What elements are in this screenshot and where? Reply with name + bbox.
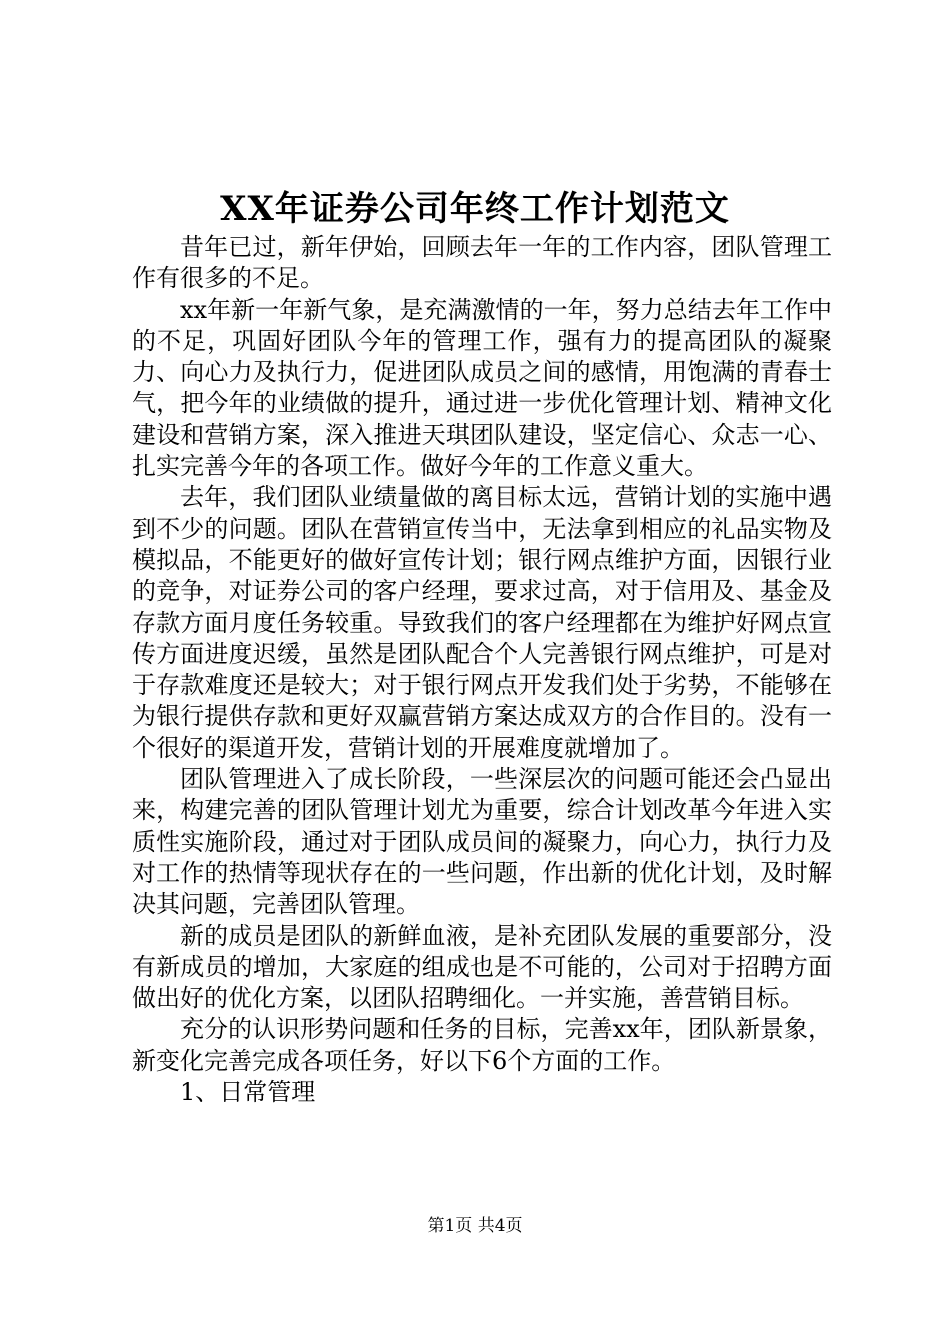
paragraph-5: 新的成员是团队的新鲜血液，是补充团队发展的重要部分，没有新成员的增加，大家庭的组成也是不可能的，公司对于招聘方面做出好的优化方案，以团队招聘细化。一并实施，善营销目标。 (132, 921, 832, 1013)
document-title: XX年证券公司年终工作计划范文 (220, 189, 730, 229)
page-number-footer: 第1页 共4页 (427, 1216, 523, 1236)
section-heading-daily-management: 1、日常管理 (180, 1078, 316, 1107)
paragraph-6: 充分的认识形势问题和任务的目标，完善xx年，团队新景象，新变化完善完成各项任务，好以下6个方面的工作。 (132, 1015, 832, 1075)
paragraph-2: xx年新一年新气象，是充满激情的一年，努力总结去年工作中的不足，巩固好团队今年的管理工作，强有力的提高团队的凝聚力、向心力及执行力，促进团队成员之间的感情，用饱满的青春士气，把今年的业绩做的提升，通过进一步优化管理计划、精神文化建设和营销方案，深入推进天琪团队建设，坚定信心、众志一心、扎实完善今年的各项工作。做好今年的工作意义重大。 (132, 295, 832, 481)
paragraph-1: 昔年已过，新年伊始，回顾去年一年的工作内容，团队管理工作有很多的不足。 (132, 233, 832, 293)
paragraph-4: 团队管理进入了成长阶段，一些深层次的问题可能还会凸显出来，构建完善的团队管理计划尤为重要，综合计划改革今年进入实质性实施阶段，通过对于团队成员间的凝聚力，向心力，执行力及对工作的热情等现状存在的一些问题，作出新的优化计划，及时解决其问题，完善团队管理。 (132, 765, 832, 919)
document-body (132, 232, 832, 1108)
paragraph-3: 去年，我们团队业绩量做的离目标太远，营销计划的实施中遇到不少的问题。团队在营销宣传当中，无法拿到相应的礼品实物及模拟品，不能更好的做好宣传计划；银行网点维护方面，因银行业的竞争，对证券公司的客户经理，要求过高，对于信用及、基金及存款方面月度任务较重。导致我们的客户经理都在为维护好网点宣传方面进度迟缓，虽然是团队配合个人完善银行网点维护，可是对于存款难度还是较大；对于银行网点开发我们处于劣势，不能够在为银行提供存款和更好双赢营销方案达成双方的合作目的。没有一个很好的渠道开发，营销计划的开展难度就增加了。 (132, 483, 832, 762)
